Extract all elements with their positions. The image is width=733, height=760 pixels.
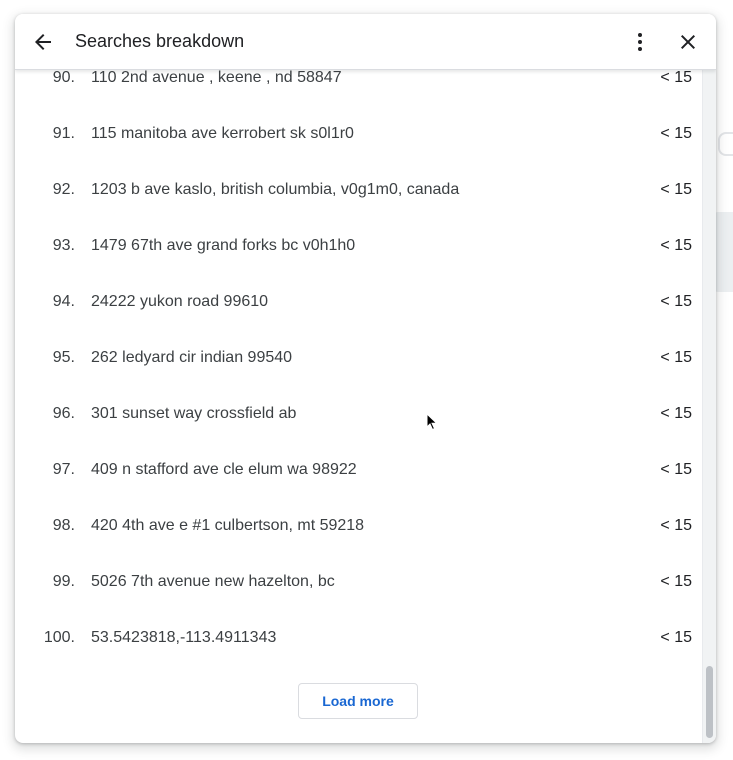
searches-breakdown-dialog: [15, 14, 716, 743]
searches-list[interactable]: [15, 70, 702, 743]
search-count: < 15: [660, 405, 692, 422]
rank-label: 93.: [52, 237, 75, 254]
search-term: 110 2nd avenue , keene , nd 58847: [91, 70, 342, 86]
list-item: [15, 274, 702, 330]
search-term: 262 ledyard cir indian 99540: [91, 349, 293, 366]
list-item: [15, 106, 702, 162]
search-term: 1203 b ave kaslo, british columbia, v0g1m0, canada: [91, 181, 460, 198]
search-term: 115 manitoba ave kerrobert sk s0l1r0: [91, 125, 354, 142]
rank-label: 97.: [52, 461, 75, 478]
list-item: [15, 442, 702, 498]
search-count: < 15: [660, 349, 692, 366]
rank-label: 100.: [43, 629, 75, 646]
search-term: 301 sunset way crossfield ab: [91, 405, 297, 422]
search-count: < 15: [660, 517, 692, 534]
scrollbar-thumb[interactable]: [706, 666, 713, 738]
background-map-pin: [718, 132, 733, 156]
more-options-button[interactable]: [620, 22, 660, 62]
search-count: < 15: [660, 70, 692, 86]
mouse-cursor-icon: [426, 413, 438, 431]
list-item: [15, 162, 702, 218]
dialog-header: [15, 14, 716, 70]
list-item: [15, 610, 702, 666]
rank-label: 92.: [52, 181, 75, 198]
search-term: 409 n stafford ave cle elum wa 98922: [91, 461, 357, 478]
search-count: < 15: [660, 125, 692, 142]
rank-label: 95.: [52, 349, 75, 366]
search-term: 5026 7th avenue new hazelton, bc: [91, 573, 335, 590]
list-item: [15, 554, 702, 610]
search-term: 53.5423818,-113.4911343: [91, 629, 277, 646]
search-count: < 15: [660, 573, 692, 590]
list-item: [15, 70, 702, 106]
load-more-button[interactable]: Load more: [298, 683, 418, 719]
back-button[interactable]: [23, 22, 63, 62]
search-count: < 15: [660, 293, 692, 310]
search-term: 1479 67th ave grand forks bc v0h1h0: [91, 237, 356, 254]
rank-label: 94.: [52, 293, 75, 310]
rank-label: 99.: [52, 573, 75, 590]
list-item: [15, 386, 702, 442]
search-term: 420 4th ave e #1 culbertson, mt 59218: [91, 517, 365, 534]
arrow-back-icon: [31, 30, 55, 54]
background-card: [714, 212, 733, 292]
search-count: < 15: [660, 461, 692, 478]
search-count: < 15: [660, 181, 692, 198]
dialog-title: Searches breakdown: [75, 31, 245, 51]
close-icon: [676, 30, 700, 54]
list-item: [15, 218, 702, 274]
search-count: < 15: [660, 629, 692, 646]
rank-label: 90.: [52, 70, 75, 86]
more-vert-icon: [628, 30, 652, 54]
scrollbar[interactable]: [702, 70, 716, 743]
list-item: [15, 498, 702, 554]
search-count: < 15: [660, 237, 692, 254]
search-term: 24222 yukon road 99610: [91, 293, 269, 310]
rank-label: 98.: [52, 517, 75, 534]
rank-label: 96.: [52, 405, 75, 422]
close-button[interactable]: [668, 22, 708, 62]
list-item: [15, 330, 702, 386]
rank-label: 91.: [52, 125, 75, 142]
